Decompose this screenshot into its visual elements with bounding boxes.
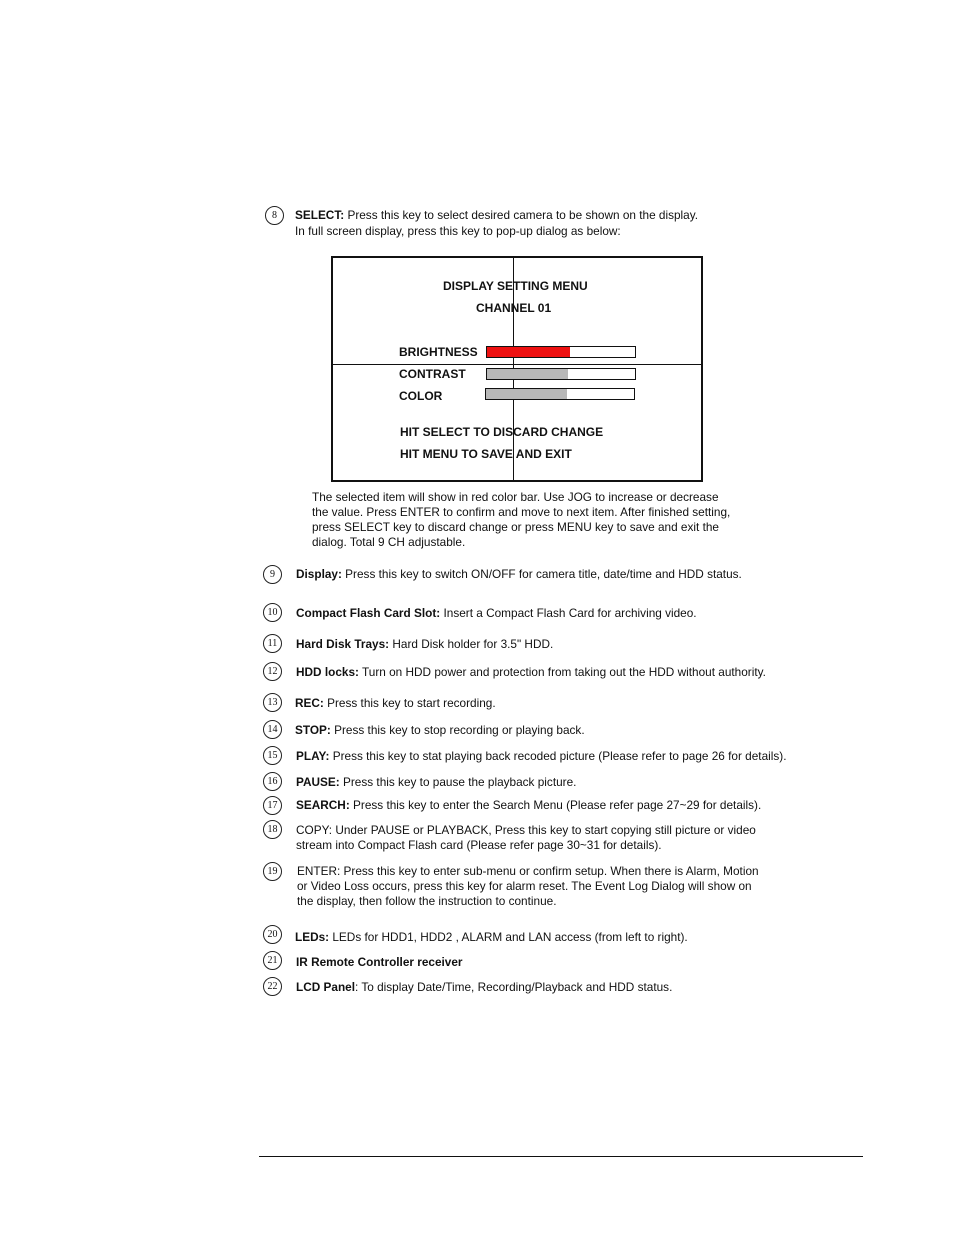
item-19-line-1: ENTER: Press this key to enter sub-menu or confirm setup. When there is Alarm, Motion xyxy=(297,864,759,878)
display-setting-menu-dialog xyxy=(331,256,703,482)
item-8-line-1: SELECT: Press this key to select desired camera to be shown on the display. xyxy=(295,208,699,222)
item-number-19: 19 xyxy=(263,862,282,881)
crosshair-horizontal xyxy=(333,364,701,365)
item-15-line-1: PLAY: Press this key to stat playing back recoded picture (Please refer to page 26 for details). xyxy=(296,749,787,763)
footer-rule xyxy=(259,1156,863,1157)
item-16-line-1: PAUSE: Press this key to pause the playback picture. xyxy=(296,775,577,789)
color-bar-fill xyxy=(486,389,567,399)
item-number-17: 17 xyxy=(263,796,282,815)
item-number-9: 9 xyxy=(263,565,282,584)
item-20-line-1: LEDs: LEDs for HDD1, HDD2 , ALARM and LAN access (from left to right). xyxy=(295,930,688,944)
menu-channel: CHANNEL 01 xyxy=(476,301,552,315)
color-bar[interactable] xyxy=(485,388,635,400)
brightness-bar-fill xyxy=(487,347,570,357)
item-number-8: 8 xyxy=(265,206,284,225)
note-line-2: the value. Press ENTER to confirm and move to next item. After finished setting, xyxy=(312,505,731,519)
item-19-line-2: or Video Loss occurs, press this key for alarm reset. The Event Log Dialog will show on xyxy=(297,879,752,893)
item-17-line-1: SEARCH: Press this key to enter the Search Menu (Please refer page 27~29 for details). xyxy=(296,798,762,812)
item-number-16: 16 xyxy=(263,772,282,791)
menu-title: DISPLAY SETTING MENU xyxy=(443,279,588,293)
item-18-line-1: COPY: Under PAUSE or PLAYBACK, Press this key to start copying still picture or video xyxy=(296,823,756,837)
item-11-line-1: Hard Disk Trays: Hard Disk holder for 3.5" HDD. xyxy=(296,637,554,651)
contrast-bar-fill xyxy=(487,369,568,379)
item-number-18: 18 xyxy=(263,820,282,839)
menu-hint-discard: HIT SELECT TO DISCARD CHANGE xyxy=(400,425,604,439)
brightness-bar[interactable] xyxy=(486,346,636,358)
item-18-line-2: stream into Compact Flash card (Please refer page 30~31 for details). xyxy=(296,838,662,852)
note-line-3: press SELECT key to discard change or press MENU key to save and exit the xyxy=(312,520,719,534)
item-12-line-1: HDD locks: Turn on HDD power and protection from taking out the HDD without authority. xyxy=(296,665,766,679)
item-number-12: 12 xyxy=(263,662,282,681)
brightness-label: BRIGHTNESS xyxy=(399,345,478,359)
item-13-line-1: REC: Press this key to start recording. xyxy=(295,696,496,710)
item-21-line-1: IR Remote Controller receiver xyxy=(296,955,463,969)
item-22-line-1: LCD Panel: To display Date/Time, Recording/Playback and HDD status. xyxy=(296,980,673,994)
item-10-line-1: Compact Flash Card Slot: Insert a Compact Flash Card for archiving video. xyxy=(296,606,697,620)
item-number-14: 14 xyxy=(263,720,282,739)
item-number-11: 11 xyxy=(263,634,282,653)
item-14-line-1: STOP: Press this key to stop recording or playing back. xyxy=(295,723,585,737)
note-line-4: dialog. Total 9 CH adjustable. xyxy=(312,535,466,549)
item-number-20: 20 xyxy=(263,925,282,944)
color-label: COLOR xyxy=(399,389,443,403)
item-number-22: 22 xyxy=(263,977,282,996)
contrast-label: CONTRAST xyxy=(399,367,466,381)
menu-hint-save: HIT MENU TO SAVE AND EXIT xyxy=(400,447,572,461)
item-number-10: 10 xyxy=(263,603,282,622)
item-number-21: 21 xyxy=(263,951,282,970)
item-19-line-3: the display, then follow the instruction to continue. xyxy=(297,894,557,908)
note-line-1: The selected item will show in red color bar. Use JOG to increase or decrease xyxy=(312,490,719,504)
item-8-line-2: In full screen display, press this key to pop-up dialog as below: xyxy=(295,224,621,238)
contrast-bar[interactable] xyxy=(486,368,636,380)
item-9-line-1: Display: Press this key to switch ON/OFF for camera title, date/time and HDD status. xyxy=(296,567,742,581)
item-number-15: 15 xyxy=(263,746,282,765)
item-number-13: 13 xyxy=(263,693,282,712)
